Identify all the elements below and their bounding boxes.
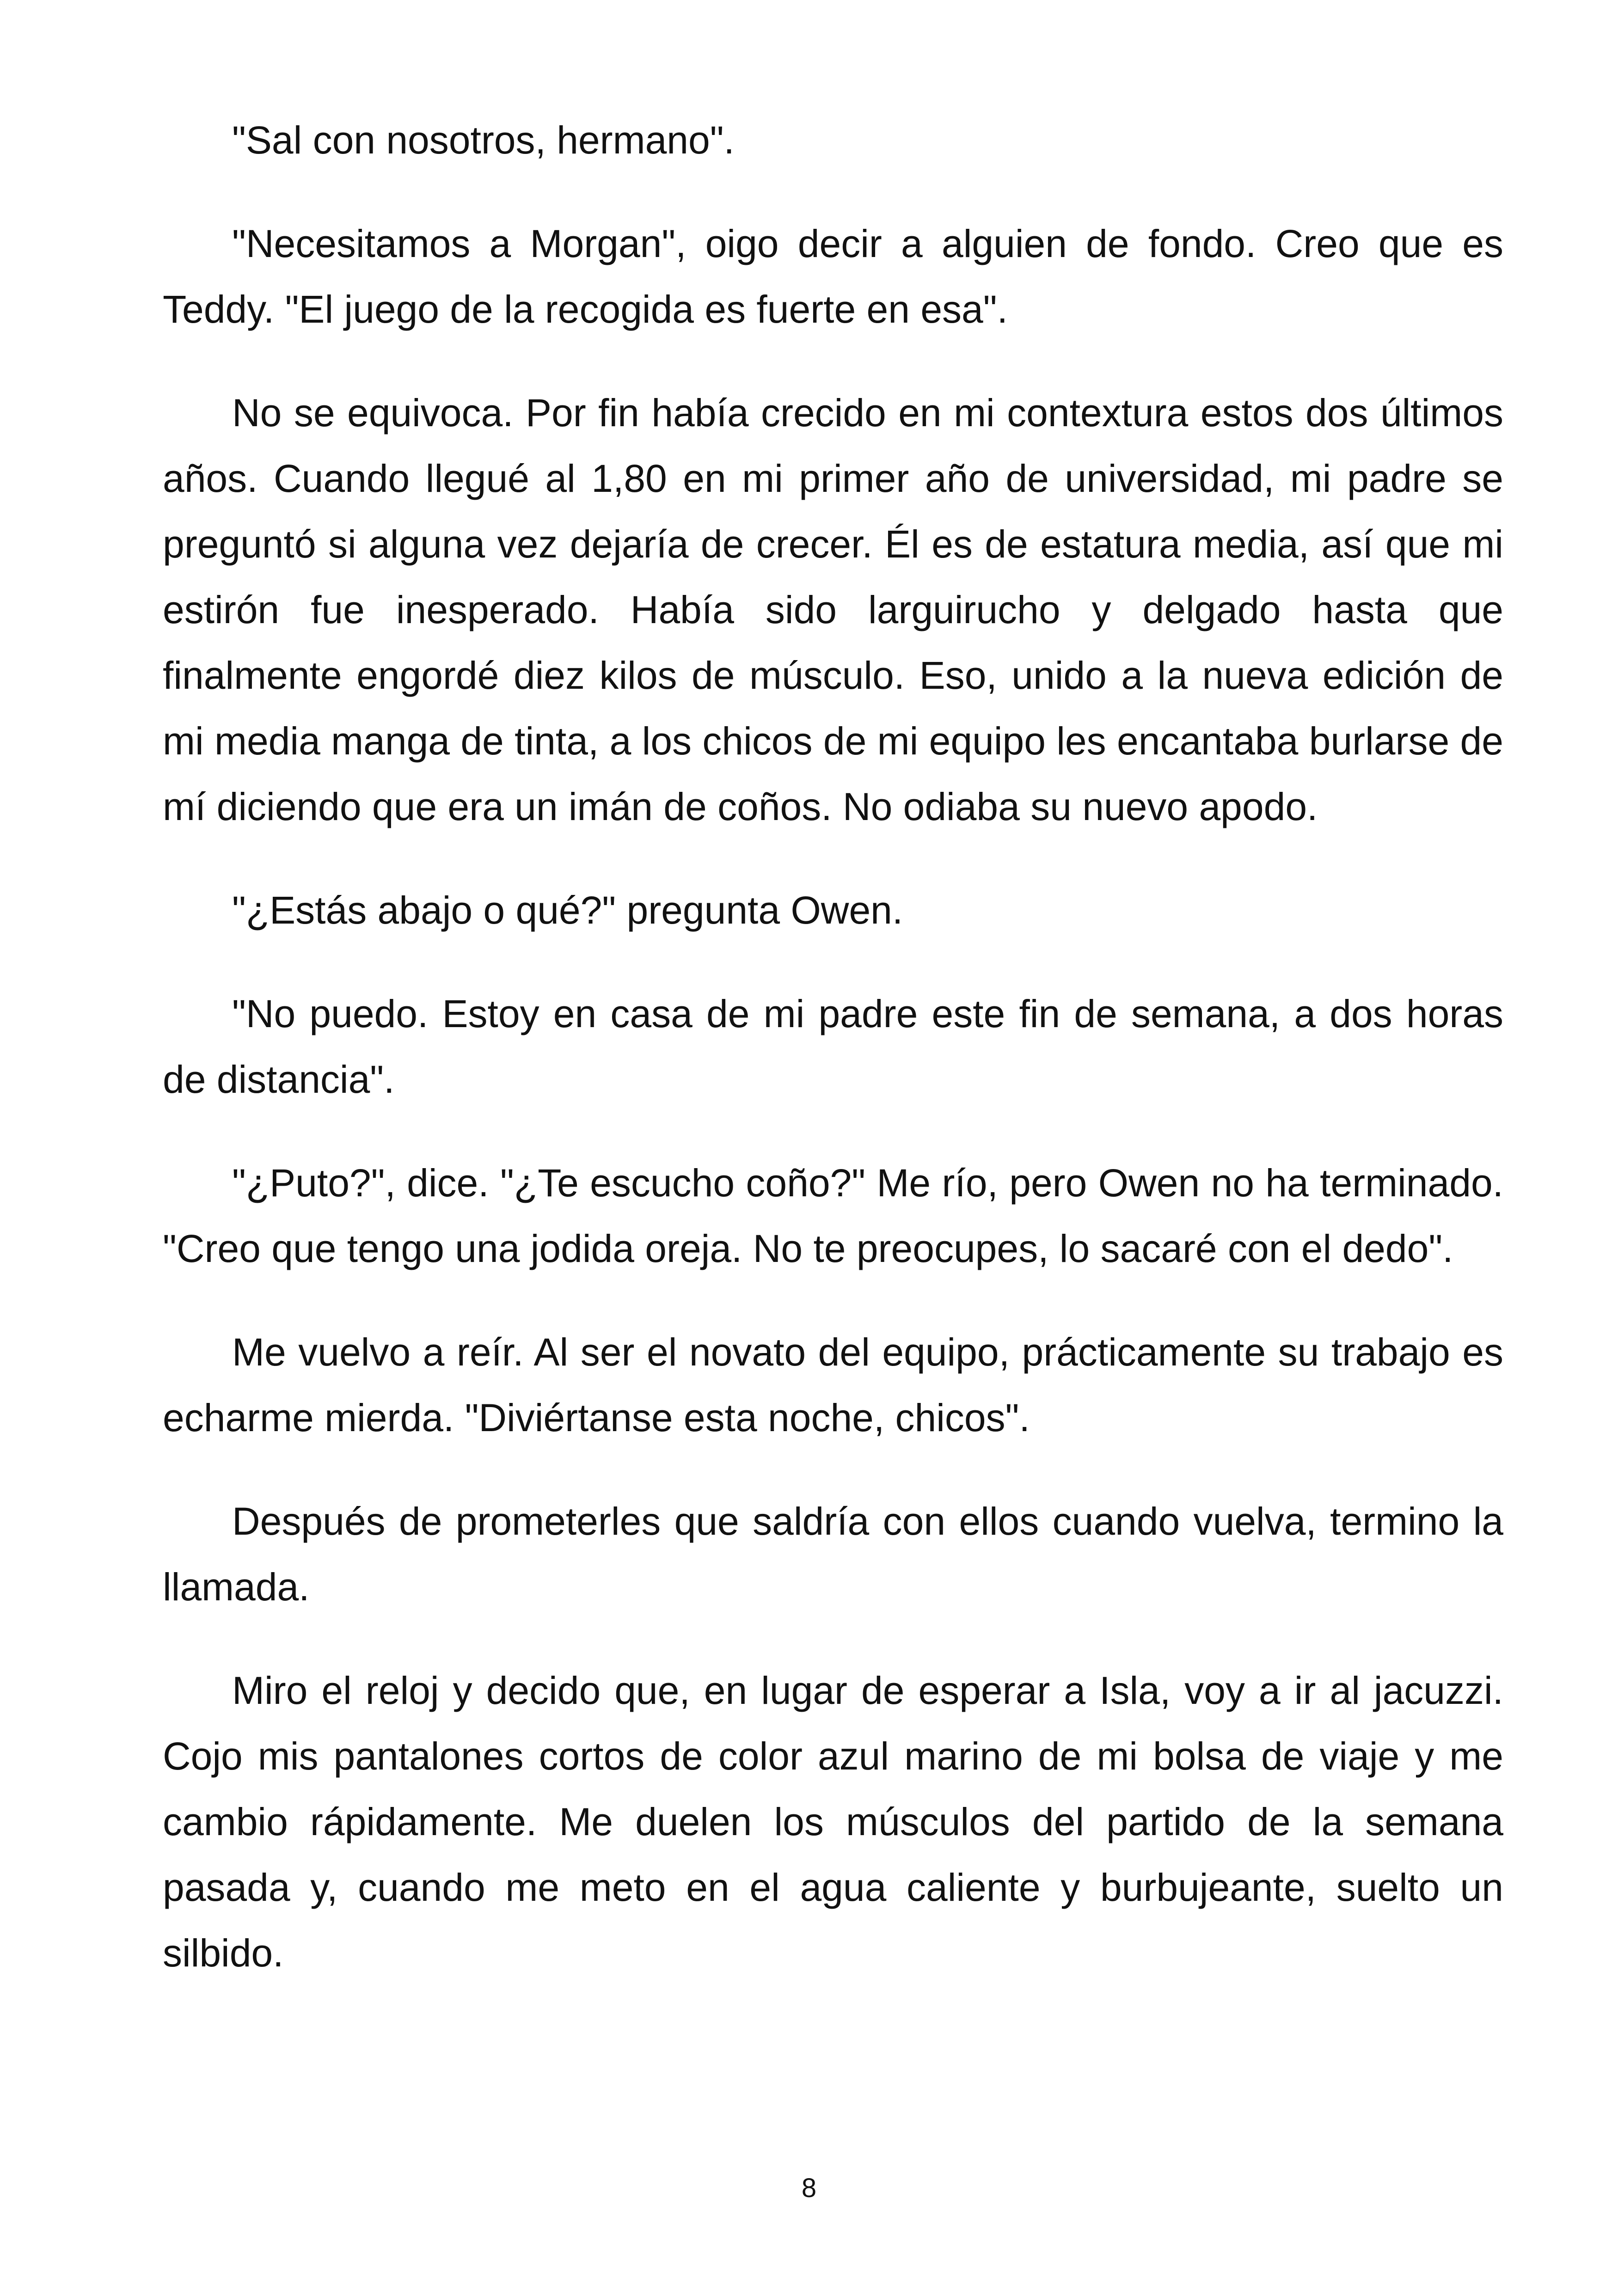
paragraph: "No puedo. Estoy en casa de mi padre este fin de semana, a dos horas de distancia". xyxy=(163,992,1503,1101)
body-text xyxy=(163,107,1503,2024)
paragraph: "Necesitamos a Morgan", oigo decir a alguien de fondo. Creo que es Teddy. "El juego de la recogida es fuerte en esa". xyxy=(163,222,1503,331)
paragraph: Miro el reloj y decido que, en lugar de esperar a Isla, voy a ir al jacuzzi. Cojo mis pantalones cortos de color azul marino de mi bolsa de viaje y me cambio rápidamente. Me duelen los músculos del partido de la semana pasada y, cuando me meto en el agua caliente y burbujeante, suelto un silbido. xyxy=(163,1669,1503,1975)
paragraph: No se equivoca. Por fin había crecido en mi contextura estos dos últimos años. Cuando llegué al 1,80 en mi primer año de universidad, mi padre se preguntó si alguna vez dejaría de crecer. Él es de estatura media, así que mi estirón fue inesperado. Había sido larguirucho y delgado hasta que finalmente engordé diez kilos de músculo. Eso, unido a la nueva edición de mi media manga de tinta, a los chicos de mi equipo les encantaba burlarse de mí diciendo que era un imán de coños. No odiaba su nuevo apodo. xyxy=(163,391,1503,828)
paragraph: "Sal con nosotros, hermano". xyxy=(232,118,735,162)
paragraph: "¿Puto?", dice. "¿Te escucho coño?" Me río, pero Owen no ha terminado. "Creo que tengo una jodida oreja. No te preocupes, lo sacaré con el dedo". xyxy=(163,1161,1503,1270)
paragraph: Me vuelvo a reír. Al ser el novato del equipo, prácticamente su trabajo es echarme mierda. "Diviértanse esta noche, chicos". xyxy=(163,1330,1503,1439)
paragraph: "¿Estás abajo o qué?" pregunta Owen. xyxy=(232,888,903,932)
page-number: 8 xyxy=(801,2173,817,2203)
paragraph: Después de prometerles que saldría con ellos cuando vuelva, termino la llamada. xyxy=(163,1500,1503,1609)
